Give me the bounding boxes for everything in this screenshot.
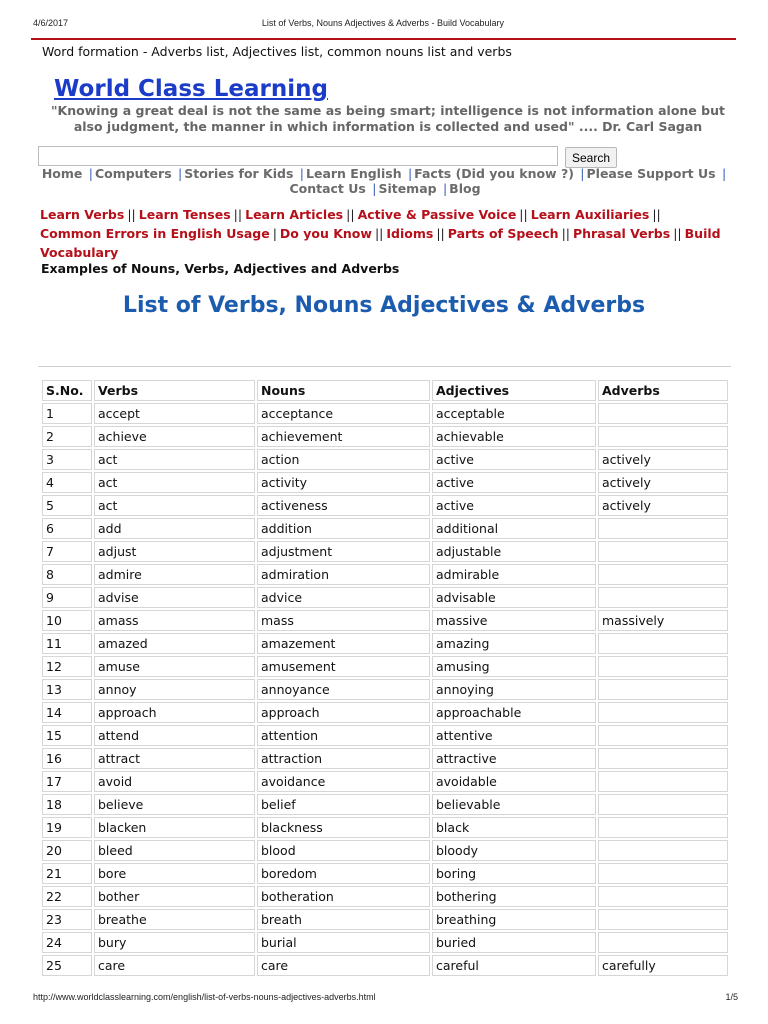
sno-cell: 24 [42, 932, 92, 953]
adverb-cell: actively [598, 495, 728, 516]
adjective-cell: advisable [432, 587, 596, 608]
adverb-cell [598, 403, 728, 424]
header-divider [31, 38, 736, 40]
search-button[interactable]: Search [565, 147, 617, 168]
adjective-cell: admirable [432, 564, 596, 585]
verb-cell: act [94, 472, 255, 493]
nav-sitemap[interactable]: Sitemap [378, 181, 437, 196]
verb-cell: accept [94, 403, 255, 424]
adverb-cell [598, 817, 728, 838]
adjective-cell: active [432, 449, 596, 470]
print-url: http://www.worldclasslearning.com/english/list-of-verbs-nouns-adjectives-adverbs.html [33, 992, 376, 1002]
link-separator: || [673, 226, 682, 241]
sno-cell: 22 [42, 886, 92, 907]
adjective-cell: believable [432, 794, 596, 815]
noun-cell: belief [257, 794, 430, 815]
verb-cell: attract [94, 748, 255, 769]
adjective-cell: black [432, 817, 596, 838]
link-separator: || [233, 207, 243, 222]
table-row [42, 794, 728, 815]
adverb-cell [598, 587, 728, 608]
adverb-cell [598, 725, 728, 746]
nav-learn-english[interactable]: Learn English [306, 166, 402, 181]
nav-separator: | [407, 166, 413, 181]
link-separator: || [519, 207, 528, 222]
nav-separator: | [580, 166, 585, 181]
adjective-cell: amusing [432, 656, 596, 677]
sno-cell: 12 [42, 656, 92, 677]
link-active-passive-voice[interactable]: Active & Passive Voice [357, 207, 517, 222]
verb-cell: breathe [94, 909, 255, 930]
print-date: 4/6/2017 [33, 18, 69, 28]
column-header-sno: S.No. [42, 380, 92, 401]
sno-cell: 16 [42, 748, 92, 769]
link-learn-articles[interactable]: Learn Articles [245, 207, 344, 222]
topic-links [40, 205, 730, 262]
page-title: List of Verbs, Nouns Adjectives & Adverbs [122, 293, 646, 318]
content-divider [38, 366, 731, 367]
link-idioms[interactable]: Idioms [386, 226, 434, 241]
link-separator: || [346, 207, 355, 222]
link-do-you-know[interactable]: Do you Know [279, 226, 372, 241]
adjective-cell: approachable [432, 702, 596, 723]
table-row [42, 472, 728, 493]
adjective-cell: bothering [432, 886, 596, 907]
link-separator: | [272, 226, 277, 241]
adverb-cell [598, 771, 728, 792]
table-row [42, 587, 728, 608]
table-row [42, 748, 728, 769]
verb-cell: care [94, 955, 255, 976]
sno-cell: 5 [42, 495, 92, 516]
noun-cell: admiration [257, 564, 430, 585]
noun-cell: amusement [257, 656, 430, 677]
nav-separator: | [372, 181, 377, 196]
table-row [42, 725, 728, 746]
link-separator: || [127, 207, 136, 222]
table-row [42, 656, 728, 677]
search-input[interactable] [38, 146, 558, 166]
table-row [42, 863, 728, 884]
table-row [42, 610, 728, 631]
verb-cell: act [94, 449, 255, 470]
adverb-cell [598, 679, 728, 700]
column-header-adverbs: Adverbs [598, 380, 728, 401]
verb-cell: adjust [94, 541, 255, 562]
noun-cell: boredom [257, 863, 430, 884]
adjective-cell: achievable [432, 426, 596, 447]
nav-facts[interactable]: Facts (Did you know ?) [414, 166, 574, 181]
nav-blog[interactable]: Blog [449, 181, 481, 196]
noun-cell: burial [257, 932, 430, 953]
noun-cell: attention [257, 725, 430, 746]
noun-cell: acceptance [257, 403, 430, 424]
link-learn-verbs[interactable]: Learn Verbs [40, 207, 125, 222]
sno-cell: 15 [42, 725, 92, 746]
verb-cell: bother [94, 886, 255, 907]
table-row [42, 564, 728, 585]
nav-separator: | [88, 166, 93, 181]
sno-cell: 4 [42, 472, 92, 493]
noun-cell: breath [257, 909, 430, 930]
adverb-cell [598, 932, 728, 953]
nav-separator: | [721, 166, 727, 181]
nav-home[interactable]: Home [41, 166, 83, 181]
adverb-cell: actively [598, 472, 728, 493]
tagline: Word formation - Adverbs list, Adjectives list, common nouns list and verbs [42, 44, 512, 59]
sno-cell: 1 [42, 403, 92, 424]
noun-cell: activeness [257, 495, 430, 516]
verb-cell: bleed [94, 840, 255, 861]
adjective-cell: attractive [432, 748, 596, 769]
adjective-cell: careful [432, 955, 596, 976]
table-row [42, 449, 728, 470]
noun-cell: blackness [257, 817, 430, 838]
adverb-cell [598, 426, 728, 447]
table-row [42, 495, 728, 516]
verb-cell: amuse [94, 656, 255, 677]
adverb-cell [598, 748, 728, 769]
adverb-cell [598, 564, 728, 585]
adjective-cell: buried [432, 932, 596, 953]
table-row [42, 541, 728, 562]
adverb-cell: carefully [598, 955, 728, 976]
examples-heading: Examples of Nouns, Verbs, Adjectives and Adverbs [41, 261, 400, 276]
column-header-verbs: Verbs [94, 380, 255, 401]
verb-cell: annoy [94, 679, 255, 700]
noun-cell: approach [257, 702, 430, 723]
verb-cell: act [94, 495, 255, 516]
adjective-cell: annoying [432, 679, 596, 700]
nav-contact-us[interactable]: Contact Us [289, 181, 366, 196]
verb-cell: amass [94, 610, 255, 631]
table-row [42, 679, 728, 700]
noun-cell: care [257, 955, 430, 976]
nav-separator: | [299, 166, 304, 181]
nav-computers[interactable]: Computers [94, 166, 172, 181]
verb-cell: advise [94, 587, 255, 608]
table-row [42, 817, 728, 838]
noun-cell: mass [257, 610, 430, 631]
adjective-cell: active [432, 472, 596, 493]
print-footer [33, 992, 738, 1004]
adverb-cell: actively [598, 449, 728, 470]
noun-cell: botheration [257, 886, 430, 907]
column-header-adjectives: Adjectives [432, 380, 596, 401]
sno-cell: 20 [42, 840, 92, 861]
adverb-cell [598, 909, 728, 930]
adjective-cell: breathing [432, 909, 596, 930]
adverb-cell [598, 702, 728, 723]
adverb-cell [598, 840, 728, 861]
nav-stories-for-kids[interactable]: Stories for Kids [184, 166, 294, 181]
link-parts-of-speech[interactable]: Parts of Speech [447, 226, 559, 241]
adjective-cell: additional [432, 518, 596, 539]
table-row [42, 403, 728, 424]
sno-cell: 3 [42, 449, 92, 470]
adverb-cell [598, 541, 728, 562]
table-body [42, 403, 728, 976]
nav-separator: | [178, 166, 183, 181]
sno-cell: 7 [42, 541, 92, 562]
sno-cell: 14 [42, 702, 92, 723]
link-separator: || [374, 226, 384, 241]
noun-cell: activity [257, 472, 430, 493]
adverb-cell [598, 656, 728, 677]
table-row [42, 955, 728, 976]
sno-cell: 11 [42, 633, 92, 654]
word-forms-table [40, 378, 730, 978]
table-row [42, 702, 728, 723]
adjective-cell: avoidable [432, 771, 596, 792]
adverb-cell [598, 633, 728, 654]
noun-cell: action [257, 449, 430, 470]
verb-cell: add [94, 518, 255, 539]
adjective-cell: acceptable [432, 403, 596, 424]
sno-cell: 9 [42, 587, 92, 608]
noun-cell: addition [257, 518, 430, 539]
sno-cell: 10 [42, 610, 92, 631]
sno-cell: 6 [42, 518, 92, 539]
noun-cell: annoyance [257, 679, 430, 700]
verb-cell: believe [94, 794, 255, 815]
adjective-cell: adjustable [432, 541, 596, 562]
link-build-vocabulary[interactable]: Build Vocabulary [40, 226, 721, 260]
link-common-errors[interactable]: Common Errors in English Usage [40, 226, 270, 241]
sno-cell: 25 [42, 955, 92, 976]
adverb-cell: massively [598, 610, 728, 631]
noun-cell: adjustment [257, 541, 430, 562]
sno-cell: 2 [42, 426, 92, 447]
noun-cell: amazement [257, 633, 430, 654]
table-row [42, 909, 728, 930]
verb-cell: blacken [94, 817, 255, 838]
sno-cell: 17 [42, 771, 92, 792]
nav-please-support-us[interactable]: Please Support Us [586, 166, 716, 181]
link-separator: || [652, 207, 661, 222]
sno-cell: 21 [42, 863, 92, 884]
noun-cell: blood [257, 840, 430, 861]
noun-cell: attraction [257, 748, 430, 769]
noun-cell: achievement [257, 426, 430, 447]
adverb-cell [598, 794, 728, 815]
adjective-cell: attentive [432, 725, 596, 746]
table-row [42, 518, 728, 539]
column-header-nouns: Nouns [257, 380, 430, 401]
nav-separator: | [442, 181, 448, 196]
print-header [30, 14, 736, 28]
adjective-cell: massive [432, 610, 596, 631]
link-separator: || [436, 226, 445, 241]
noun-cell: avoidance [257, 771, 430, 792]
link-separator: || [561, 226, 570, 241]
adjective-cell: amazing [432, 633, 596, 654]
table-row [42, 932, 728, 953]
sno-cell: 23 [42, 909, 92, 930]
table-row [42, 886, 728, 907]
link-phrasal-verbs[interactable]: Phrasal Verbs [573, 226, 671, 241]
adverb-cell [598, 886, 728, 907]
page-number: 1/5 [725, 992, 738, 1002]
table-row [42, 840, 728, 861]
sno-cell: 18 [42, 794, 92, 815]
link-learn-auxiliaries[interactable]: Learn Auxiliaries [530, 207, 650, 222]
verb-cell: approach [94, 702, 255, 723]
print-document-title: List of Verbs, Nouns Adjectives & Adverbs - Build Vocabulary [261, 18, 505, 28]
verb-cell: bore [94, 863, 255, 884]
main-nav [40, 166, 730, 196]
verb-cell: avoid [94, 771, 255, 792]
verb-cell: attend [94, 725, 255, 746]
sno-cell: 8 [42, 564, 92, 585]
adverb-cell [598, 518, 728, 539]
adverb-cell [598, 863, 728, 884]
sno-cell: 19 [42, 817, 92, 838]
verb-cell: bury [94, 932, 255, 953]
site-title-link[interactable]: World Class Learning [54, 76, 328, 102]
verb-cell: admire [94, 564, 255, 585]
verb-cell: achieve [94, 426, 255, 447]
verb-cell: amazed [94, 633, 255, 654]
quote: "Knowing a great deal is not the same as being smart; intelligence is not information alone but also judgment, the manner in which information is collected and used" .... Dr. Carl Sagan [51, 103, 725, 134]
noun-cell: advice [257, 587, 430, 608]
adjective-cell: bloody [432, 840, 596, 861]
adjective-cell: active [432, 495, 596, 516]
adjective-cell: boring [432, 863, 596, 884]
table-row [42, 771, 728, 792]
table-row [42, 426, 728, 447]
sno-cell: 13 [42, 679, 92, 700]
link-learn-tenses[interactable]: Learn Tenses [138, 207, 231, 222]
table-row [42, 633, 728, 654]
table-header-row [42, 380, 728, 401]
